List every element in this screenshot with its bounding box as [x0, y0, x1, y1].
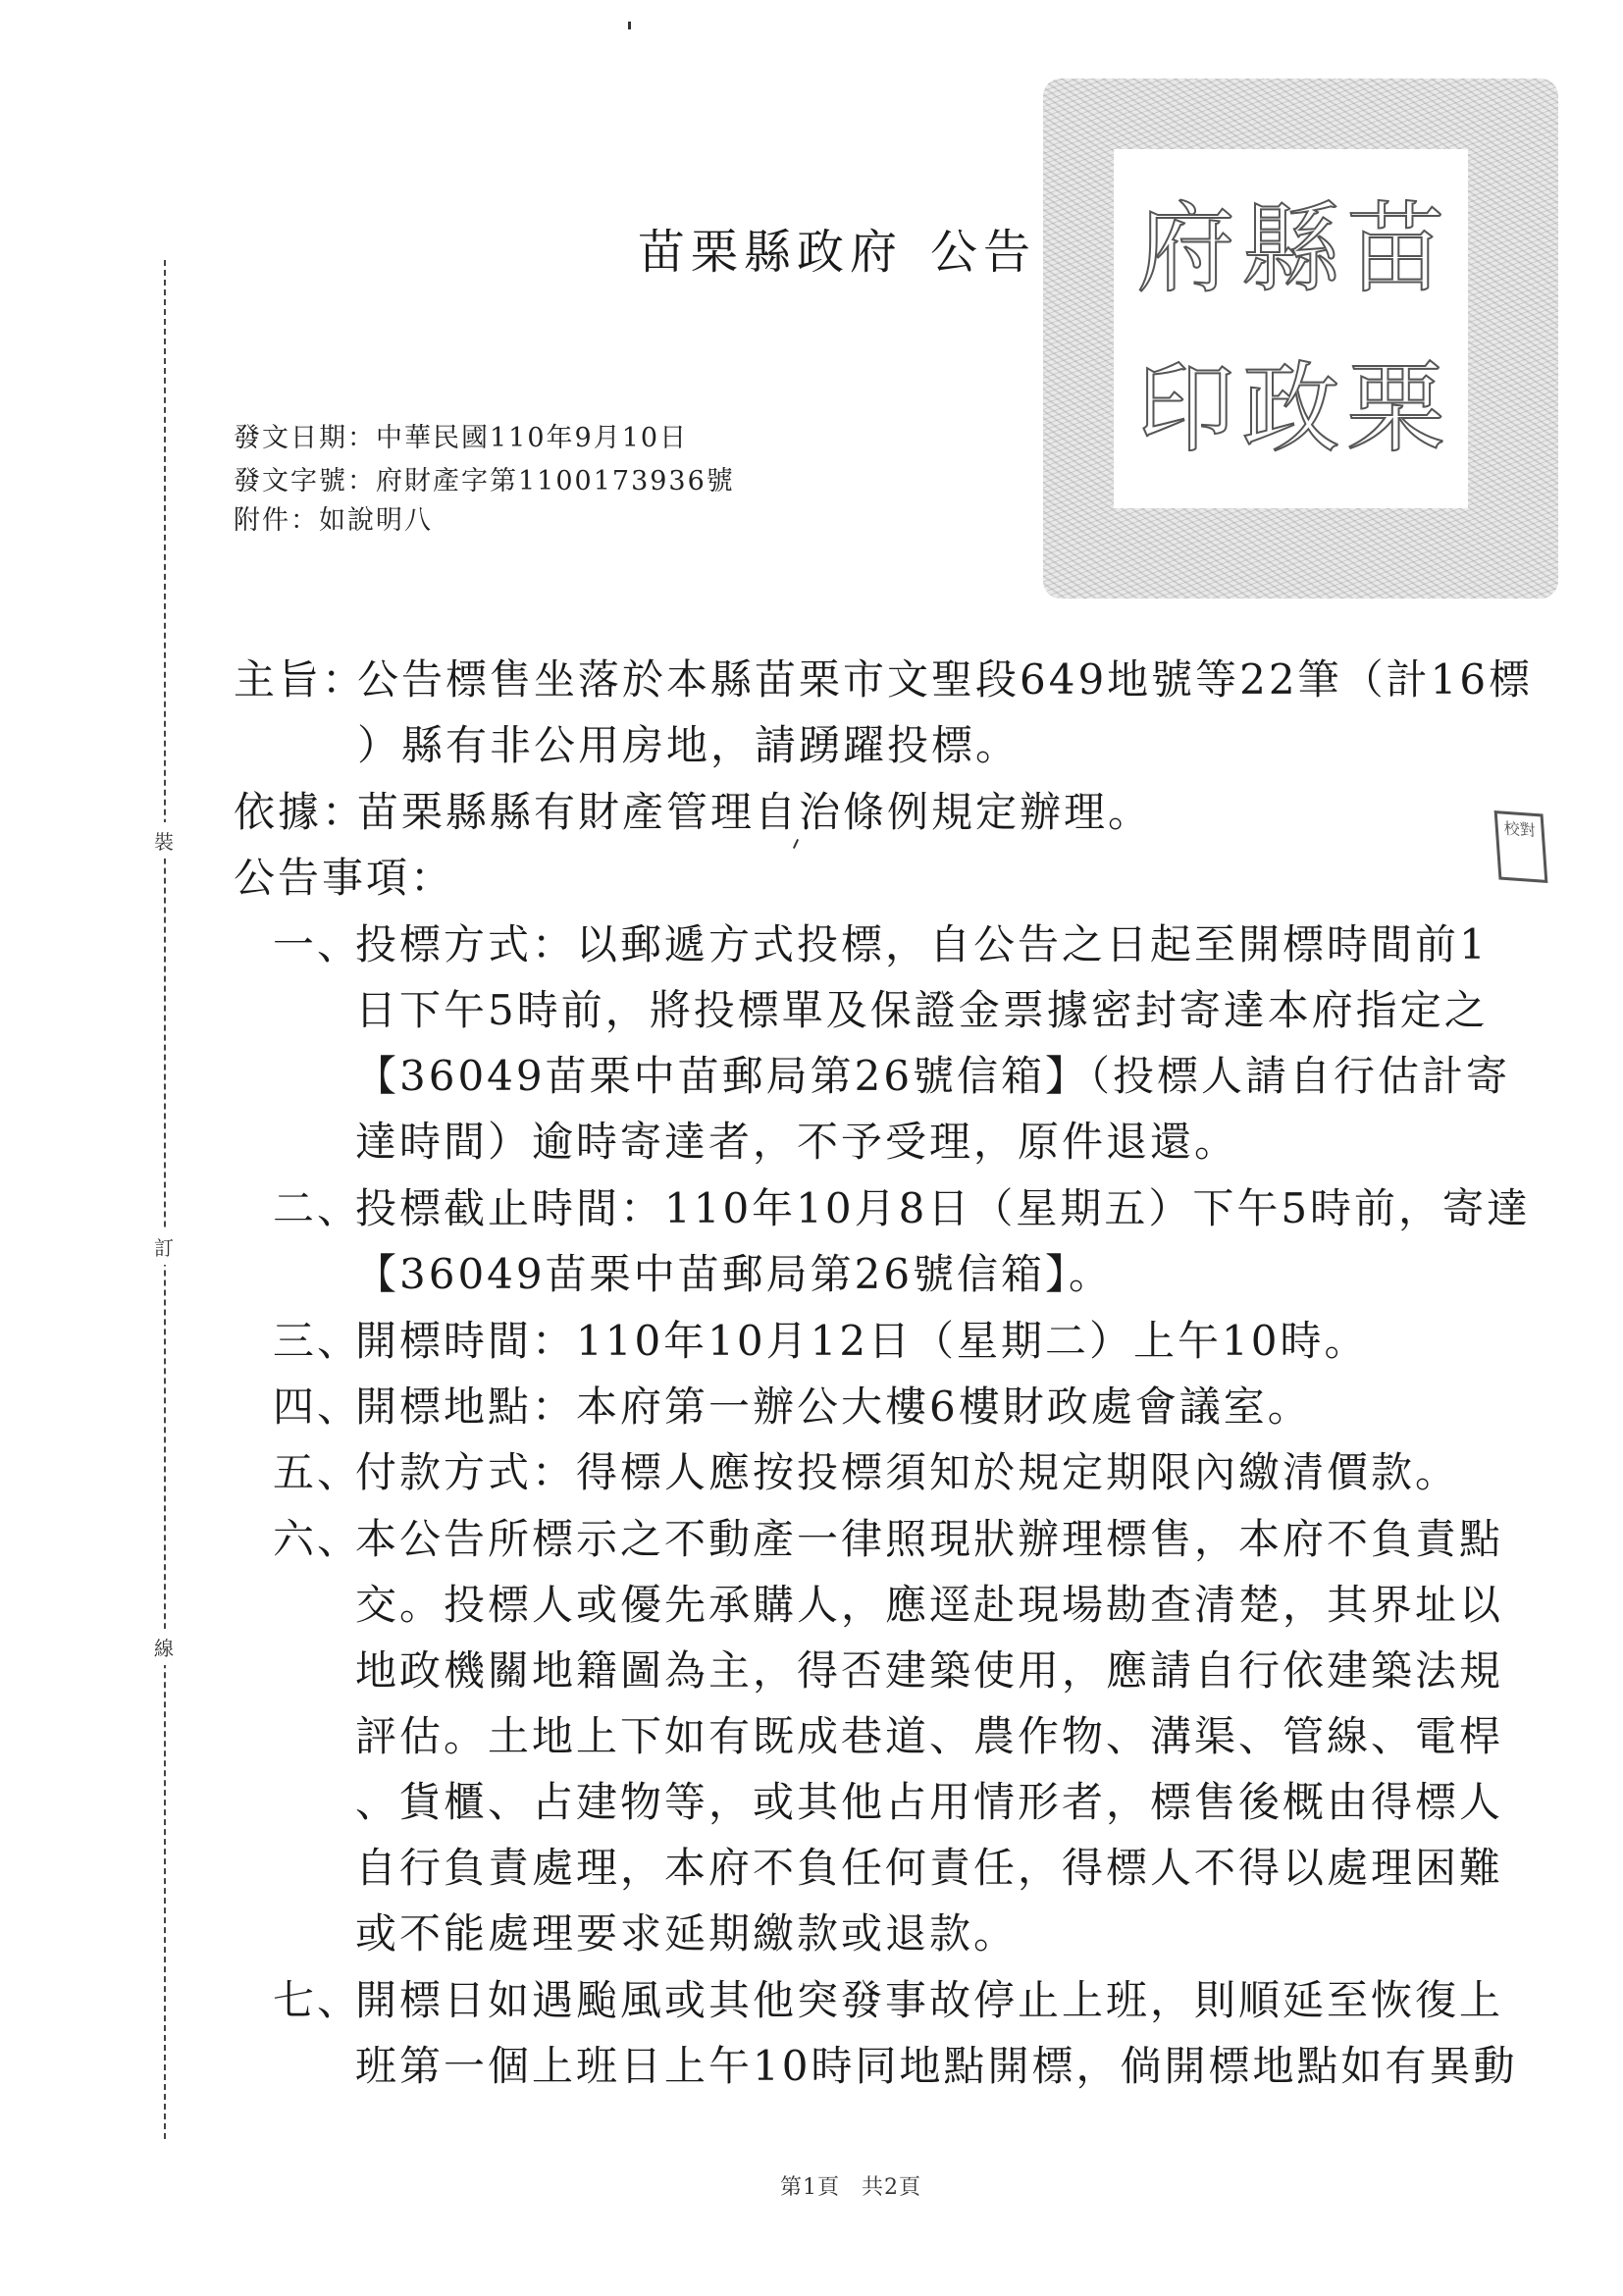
binding-mark-zhuang: 裝: [149, 822, 179, 859]
item-line: 投標方式：以郵遞方式投標，自公告之日起至開標時間前1: [355, 920, 1489, 968]
item-number: 七、: [273, 1976, 362, 2024]
document-type: 公告: [930, 225, 1037, 280]
item-number: 六、: [273, 1515, 362, 1563]
attachment-note: 附件：如說明八: [234, 505, 433, 536]
binding-mark-xian: 線: [149, 1629, 179, 1665]
binding-mark-ding: 訂: [149, 1228, 179, 1265]
seal-char: 府: [1136, 190, 1235, 306]
item-line: 達時間）逾時寄達者，不予受理，原件退還。: [355, 1118, 1239, 1166]
binding-dashed-line: [164, 260, 166, 2139]
subject-label: 主旨：: [234, 655, 367, 704]
document-title: [638, 214, 1036, 282]
basis-label: 依據：: [234, 788, 367, 836]
subject-line-2: ）縣有非公用房地，請踴躍投標。: [357, 721, 1021, 769]
item-line: 投標截止時間：110年10月8日（星期五）下午5時前，寄達: [355, 1184, 1532, 1232]
seal-char: 印: [1136, 350, 1235, 466]
item-line: 、貨櫃、占建物等，或其他占用情形者，標售後概由得標人: [355, 1778, 1504, 1826]
issue-date: 發文日期：中華民國110年9月10日: [234, 423, 689, 453]
item-line: 日下午5時前，將投標單及保證金票據密封寄達本府指定之: [355, 986, 1489, 1034]
item-line: 交。投標人或優先承購人，應逕赴現場勘查清楚，其界址以: [355, 1581, 1504, 1629]
seal-char: 縣: [1241, 190, 1340, 306]
page-number: 第1頁: [780, 2175, 840, 2200]
item-line: 評估。土地上下如有既成巷道、農作物、溝渠、管線、電桿: [355, 1712, 1504, 1760]
item-number: 三、: [273, 1317, 362, 1365]
seal-inner-field: [1114, 149, 1468, 508]
seal-char: 栗: [1346, 350, 1445, 466]
proofread-stamp: 校對: [1494, 810, 1548, 883]
page-total: 共2頁: [862, 2175, 921, 2200]
basis-text: 苗栗縣縣有財產管理自治條例規定辦理。: [357, 788, 1153, 836]
item-line: 開標地點：本府第一辦公大樓6樓財政處會議室。: [355, 1383, 1312, 1431]
page-footer: [780, 2170, 921, 2201]
item-number: 五、: [273, 1448, 362, 1496]
item-line: 付款方式：得標人應按投標須知於規定期限內繳清價款。: [355, 1448, 1460, 1496]
item-line: 本公告所標示之不動產一律照現狀辦理標售，本府不負責點: [355, 1515, 1504, 1563]
item-line: 自行負責處理，本府不負任何責任，得標人不得以處理困難: [355, 1844, 1504, 1892]
subject-line-1: 公告標售坐落於本縣苗栗市文聖段649地號等22筆（計16標: [357, 655, 1534, 704]
item-number: 二、: [273, 1184, 362, 1232]
issue-number: 發文字號：府財產字第1100173936號: [234, 466, 735, 496]
item-line: 【36049苗栗中苗郵局第26號信箱】（投標人請自行估計寄: [355, 1052, 1511, 1100]
item-line: 或不能處理要求延期繳款或退款。: [355, 1909, 1019, 1957]
item-line: 班第一個上班日上午10時同地點開標，倘開標地點如有異動: [355, 2042, 1518, 2090]
seal-char: 政: [1241, 350, 1340, 466]
scan-speck: [793, 839, 799, 849]
item-line: 開標日如遇颱風或其他突發事故停止上班，則順延至恢復上: [355, 1976, 1504, 2024]
official-seal: [1043, 78, 1558, 599]
seal-char: 苗: [1346, 190, 1445, 306]
item-line: 【36049苗栗中苗郵局第26號信箱】。: [355, 1250, 1114, 1298]
items-heading: 公告事項：: [234, 854, 455, 902]
item-number: 四、: [273, 1383, 362, 1431]
item-line: 地政機關地籍圖為主，得否建築使用，應請自行依建築法規: [355, 1646, 1504, 1695]
item-number: 一、: [273, 920, 362, 968]
scan-speck: [628, 22, 631, 29]
item-line: 開標時間：110年10月12日（星期二）上午10時。: [355, 1317, 1369, 1365]
issuer-name: 苗栗縣政府: [638, 225, 904, 280]
